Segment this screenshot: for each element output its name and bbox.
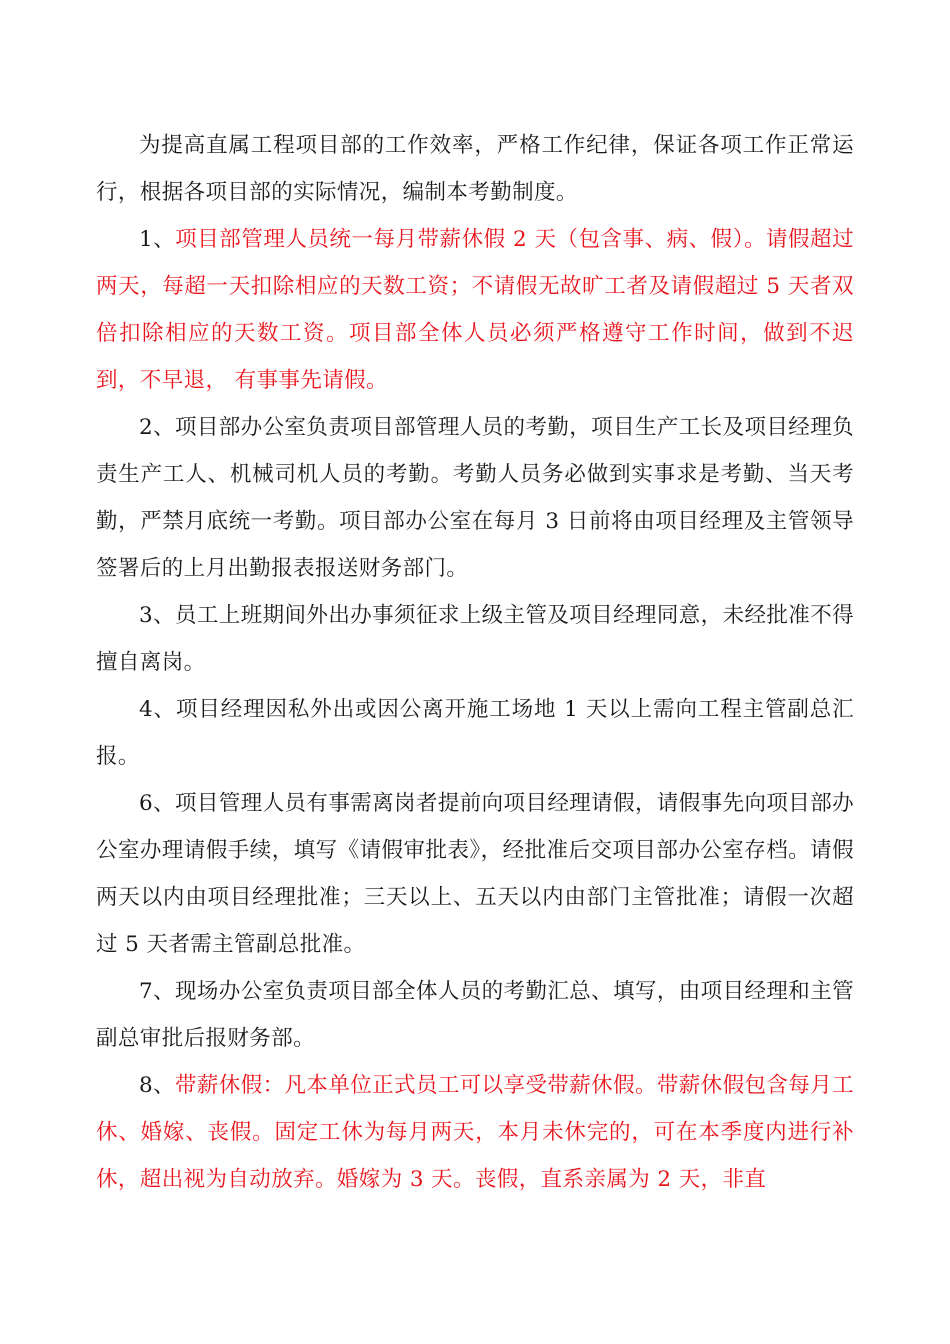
clause-number: 7、: [139, 979, 175, 1004]
clause-text: 项目经理因私外出或因公离开施工场地 1 天以上需向工程主管副总汇报。: [96, 697, 855, 769]
clause-3: [96, 592, 854, 686]
clause-text-highlight: 项目部管理人员统一每月带薪休假 2 天（包含事、病、假）。请假超过两天，每超一天扣除相应的天数工资；不请假无故旷工者及请假超过 5 天者双倍扣除相应的天数工资。项目部全体人员必须严格遵守工作时间，做到不迟到，不早退， 有事事先请假。: [96, 227, 854, 393]
clause-number: 1、: [139, 227, 176, 252]
clause-text: 员工上班期间外出办事须征求上级主管及项目经理同意，未经批准不得擅自离岗。: [96, 603, 855, 675]
clause-number: 2、: [139, 415, 175, 440]
clause-4: [96, 686, 854, 780]
clause-number: 3、: [139, 603, 175, 628]
intro-paragraph: 为提高直属工程项目部的工作效率，严格工作纪律，保证各项工作正常运行，根据各项目部的实际情况，编制本考勤制度。: [96, 133, 854, 205]
clause-number: 8、: [139, 1073, 175, 1098]
clause-2: [96, 404, 854, 592]
clause-text: 现场办公室负责项目部全体人员的考勤汇总、填写，由项目经理和主管副总审批后报财务部。: [96, 979, 855, 1051]
clause-6: [96, 780, 854, 968]
clause-number: 4、: [139, 697, 176, 722]
document-page: [96, 122, 854, 1203]
clause-7: [96, 968, 854, 1062]
clause-8: [96, 1062, 854, 1203]
clause-text-highlight: 带薪休假：凡本单位正式员工可以享受带薪休假。带薪休假包含每月工休、婚嫁、丧假。固定工休为每月两天，本月未休完的，可在本季度内进行补休，超出视为自动放弃。婚嫁为 3 天。丧假，直系亲属为 2 天，非直: [96, 1073, 855, 1192]
clause-1: [96, 216, 854, 404]
clause-number: 6、: [139, 791, 175, 816]
clause-text: 项目部办公室负责项目部管理人员的考勤，项目生产工长及项目经理负责生产工人、机械司机人员的考勤。考勤人员务必做到实事求是考勤、当天考勤，严禁月底统一考勤。项目部办公室在每月 3 日前将由项目经理及主管领导签署后的上月出勤报表报送财务部门。: [96, 415, 855, 581]
clause-text: 项目管理人员有事需离岗者提前向项目经理请假，请假事先向项目部办公室办理请假手续，填写《请假审批表》，经批准后交项目部办公室存档。请假两天以内由项目经理批准；三天以上、五天以内由部门主管批准；请假一次超过 5 天者需主管副总批准。: [96, 791, 855, 957]
